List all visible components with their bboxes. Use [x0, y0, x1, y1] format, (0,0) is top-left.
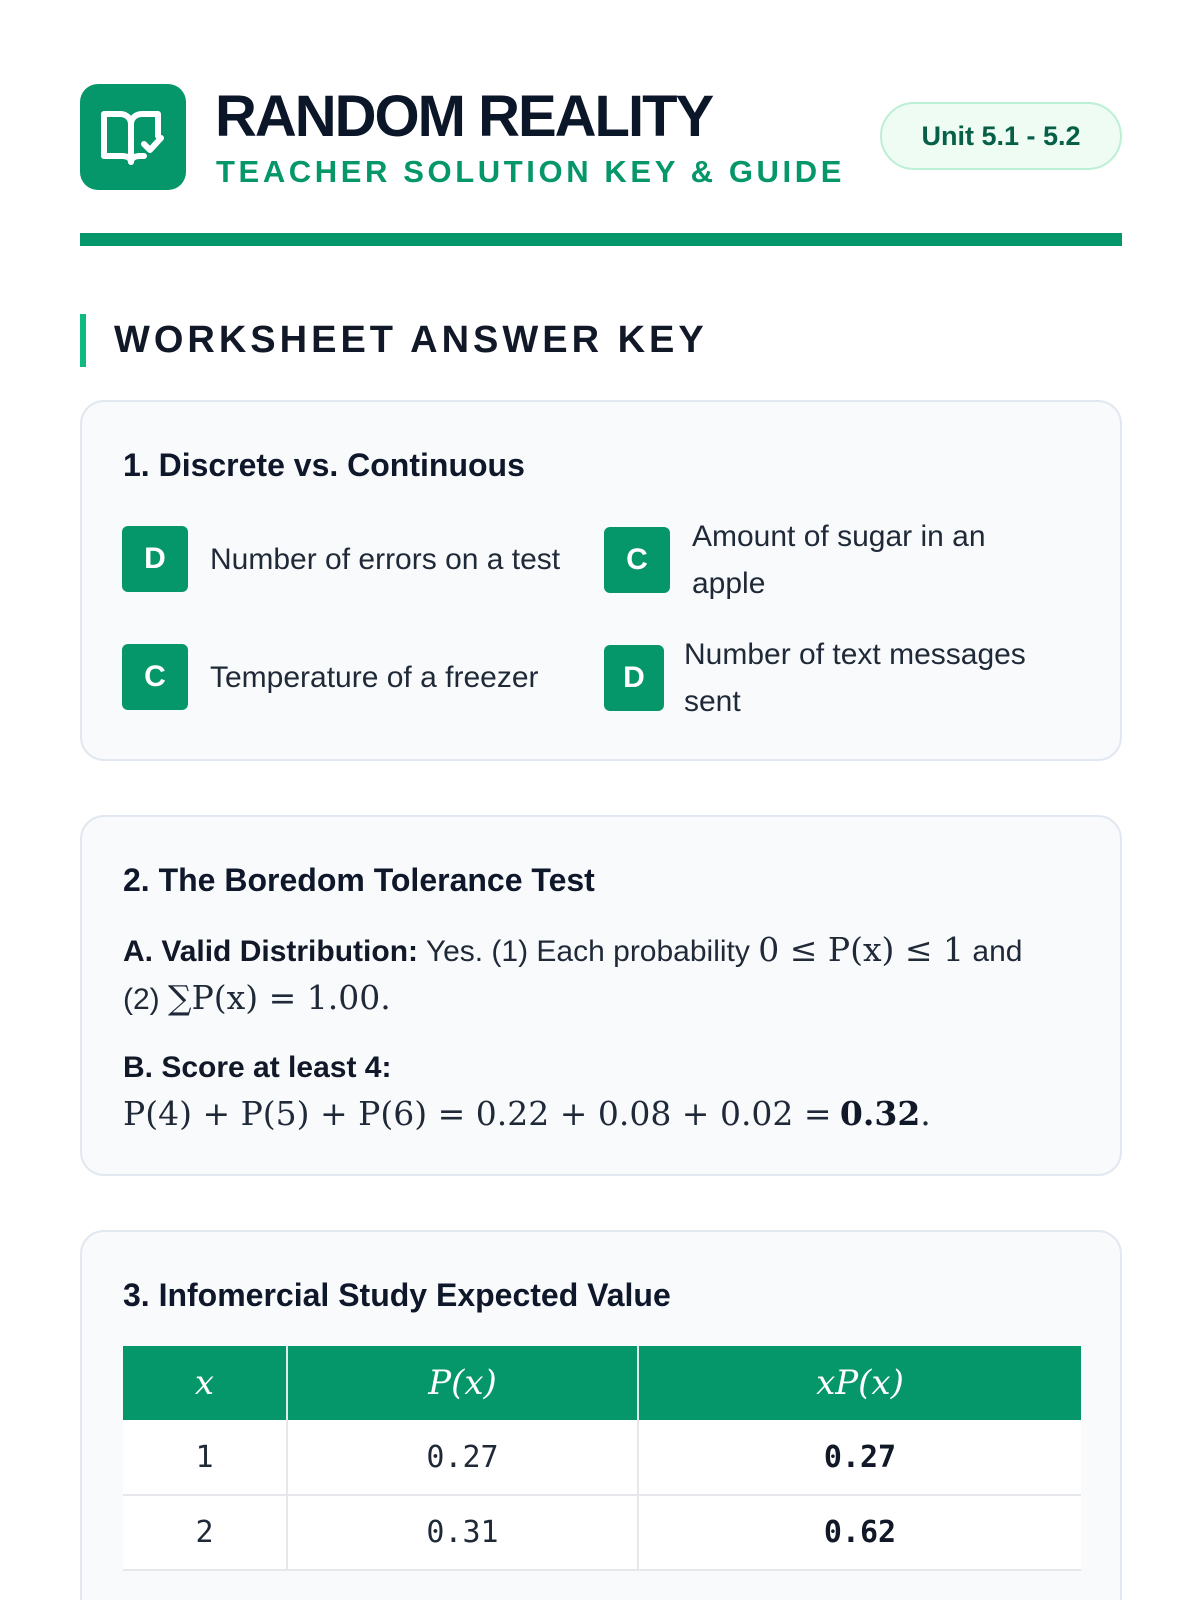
- period: .: [380, 978, 391, 1017]
- table-header-row: [123, 1346, 1081, 1420]
- section-accent-bar: [80, 314, 86, 367]
- classification-item: [122, 526, 592, 592]
- expected-value-table: [123, 1346, 1081, 1571]
- section-heading: [80, 314, 708, 367]
- classification-text: Number of errors on a test: [210, 542, 561, 576]
- table-cell: 0.31: [287, 1495, 638, 1570]
- table-cell: 0.62: [638, 1495, 1081, 1570]
- classification-text: Temperature of a freezer: [210, 660, 539, 694]
- table-cell: 1: [123, 1420, 287, 1495]
- logo: [80, 84, 186, 190]
- classification-badge: D: [122, 526, 188, 592]
- answer-a-text: Yes. (1) Each probability: [425, 935, 750, 968]
- answer-a-formula-sum: ∑P(x) = 1.00: [168, 978, 381, 1017]
- period: .: [920, 1094, 931, 1133]
- answer-b-formula: P(4) + P(5) + P(6) = 0.22 + 0.08 + 0.02 =: [123, 1094, 832, 1133]
- table-header-cell: xP(x): [638, 1346, 1081, 1420]
- answer-a: [123, 927, 1083, 1023]
- question-2-card: [80, 815, 1122, 1176]
- unit-badge: Unit 5.1 - 5.2: [880, 102, 1122, 170]
- answer-b-result: 0.32: [839, 1094, 921, 1133]
- table-header-cell: x: [123, 1346, 287, 1420]
- header-divider: [80, 233, 1122, 246]
- classification-item: [122, 644, 592, 710]
- table-cell: 0.27: [287, 1420, 638, 1495]
- answer-b: [123, 1045, 1083, 1139]
- page-header: [80, 82, 1120, 190]
- section-heading-text: WORKSHEET ANSWER KEY: [114, 319, 708, 361]
- classification-badge: D: [604, 645, 664, 711]
- classification-text: Number of text messages sent: [684, 638, 1026, 718]
- answer-b-label: B. Score at least 4:: [123, 1051, 392, 1084]
- table-cell: 2: [123, 1495, 287, 1570]
- answer-a-label: A. Valid Distribution:: [123, 935, 419, 968]
- table-header-cell: P(x): [287, 1346, 638, 1420]
- table-cell: 0.27: [638, 1420, 1081, 1495]
- question-1-card: [80, 400, 1122, 761]
- question-3-title: 3. Infomercial Study Expected Value: [123, 1277, 671, 1313]
- table-row: [123, 1420, 1081, 1495]
- table-row: [123, 1495, 1081, 1570]
- brand-title: RANDOM REALITY: [215, 84, 713, 149]
- book-check-icon: [100, 106, 166, 168]
- classification-item: [604, 512, 1074, 608]
- brand-subtitle: TEACHER SOLUTION KEY & GUIDE: [216, 154, 845, 189]
- question-2-title: 2. The Boredom Tolerance Test: [123, 862, 595, 898]
- classification-item: [604, 630, 1074, 726]
- question-3-card: [80, 1230, 1122, 1600]
- answer-a-text-2: (2): [123, 983, 160, 1016]
- classification-text: Amount of sugar in an apple: [692, 520, 986, 600]
- answer-a-and: and: [972, 935, 1023, 968]
- classification-badge: C: [604, 527, 670, 593]
- answer-a-formula-range: 0 ≤ P(x) ≤ 1: [758, 930, 965, 969]
- question-1-title: 1. Discrete vs. Continuous: [123, 447, 525, 483]
- classification-badge: C: [122, 644, 188, 710]
